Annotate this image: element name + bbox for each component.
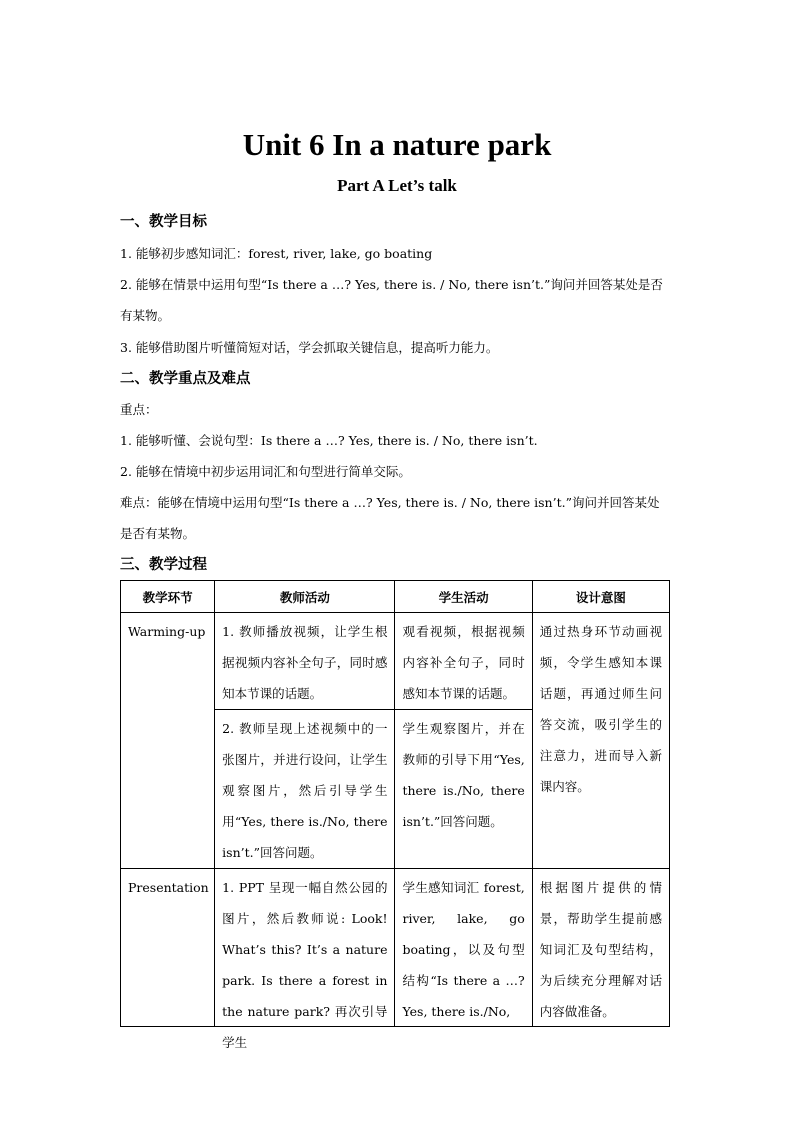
student-activity-cell: 学生观察图片，并在教师的引导下用“Yes, there is./No, there isn’t.”回答问题。 xyxy=(395,710,532,869)
column-header-intent: 设计意图 xyxy=(532,581,669,613)
column-header-student: 学生活动 xyxy=(395,581,532,613)
section-heading-process: 三、教学过程 xyxy=(120,556,207,573)
design-intent-text: 根据图片提供的情景，帮助学生提前感知词汇及句型结构，为后续充分理解对话内容做准备。 xyxy=(539,880,662,1019)
table-header-row xyxy=(121,581,670,613)
student-activity-text: 学生感知词汇 forest, river, lake, go boating，以及句型结构“Is there a …? Yes, there is./No, xyxy=(402,880,525,1019)
design-intent-cell xyxy=(532,869,669,1027)
difficulty-line-continued: 是否有某物。 xyxy=(120,526,196,541)
objective-item: 3. 能够借助图片听懂简短对话，学会抓取关键信息，提高听力能力。 xyxy=(120,340,499,355)
table-row xyxy=(121,613,670,710)
document-title: Unit 6 In a nature park xyxy=(242,127,552,162)
column-header-teacher: 教师活动 xyxy=(215,581,395,613)
key-point-item: 1. 能够听懂、会说句型：Is there a …? Yes, there is. / No, there isn’t. xyxy=(120,433,538,448)
design-intent-cell: 通过热身环节动画视频，令学生感知本课话题，再通过师生问答交流，吸引学生的注意力，进而导入新课内容。 xyxy=(532,613,669,869)
document-subtitle: Part A Let’s talk xyxy=(337,176,457,195)
table-row xyxy=(121,869,670,1027)
column-header-stage: 教学环节 xyxy=(121,581,215,613)
teacher-activity-cell xyxy=(215,869,395,1050)
objective-item-continued: 有某物。 xyxy=(120,308,171,323)
objective-item: 1. 能够初步感知词汇：forest, river, lake, go boating xyxy=(120,246,433,261)
teacher-activity-text: 1. PPT 呈现一幅自然公园的图片，然后教师说: Look! What’s this? It’s a nature park. Is there a forest in the nature park? 再次引导学生 xyxy=(222,880,388,1050)
stage-cell: Warming-up xyxy=(121,613,215,869)
key-point-item: 2. 能够在情境中初步运用词汇和句型进行简单交际。 xyxy=(120,464,411,479)
student-activity-cell xyxy=(395,869,532,1027)
section-heading-key-points: 二、教学重点及难点 xyxy=(120,370,251,387)
objective-item: 2. 能够在情景中运用句型“Is there a …? Yes, there is. / No, there isn’t.”询问并回答某处是否 xyxy=(120,277,663,292)
student-activity-cell: 观看视频，根据视频内容补全句子，同时感知本节课的话题。 xyxy=(395,613,532,710)
key-points-label: 重点： xyxy=(120,402,158,417)
difficulty-line: 难点：能够在情境中运用句型“Is there a …? Yes, there is. / No, there isn’t.”询问并回答某处 xyxy=(120,495,660,510)
stage-cell: Presentation xyxy=(121,869,215,1027)
section-heading-objectives: 一、教学目标 xyxy=(120,213,207,230)
teacher-activity-cell: 2. 教师呈现上述视频中的一张图片，并进行设问，让学生观察图片，然后引导学生用“Yes, there is./No, there isn’t.”回答问题。 xyxy=(215,710,395,869)
teaching-process-table xyxy=(120,580,670,1050)
teacher-activity-cell: 1. 教师播放视频，让学生根据视频内容补全句子，同时感知本节课的话题。 xyxy=(215,613,395,710)
